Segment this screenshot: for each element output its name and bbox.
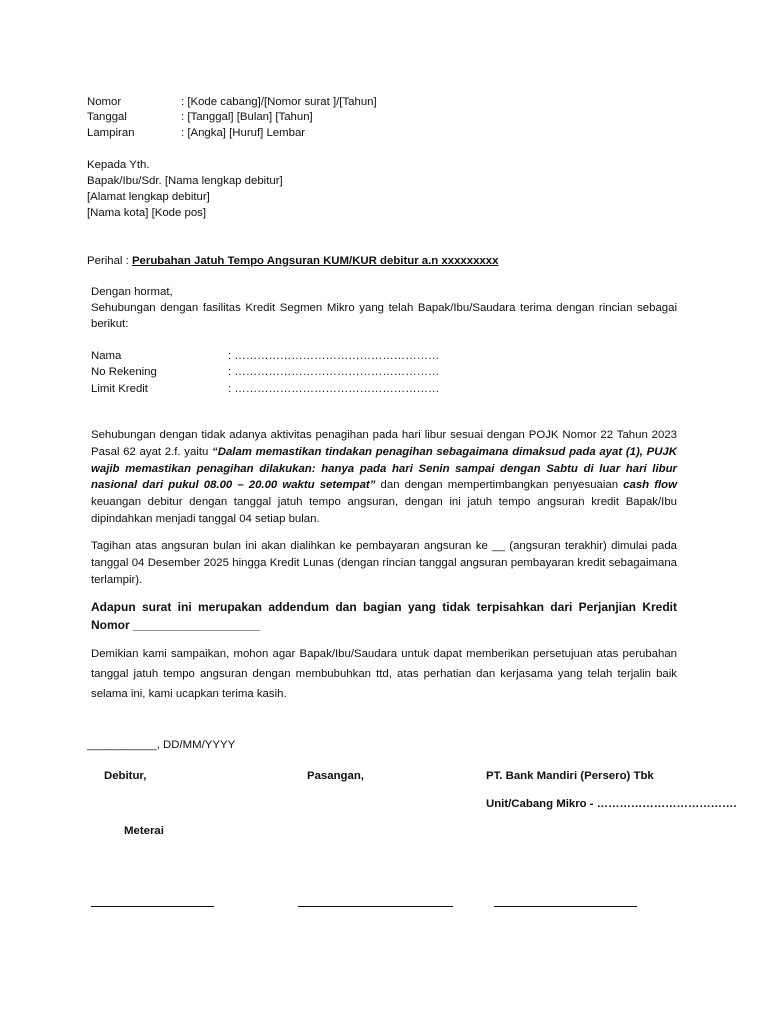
nomor-value: : [Kode cabang]/[Nomor surat ]/[Tahun] [181,96,377,108]
detail-value: : ……………………………………………… [228,350,440,362]
body-paragraph-1 [91,427,677,528]
lampiran-value: : [Angka] [Huruf] Lembar [181,127,306,139]
p1-cashflow: cash flow [623,479,677,492]
meterai-label: Meterai [124,825,164,837]
detail-value: : ……………………………………………… [228,383,440,395]
tanggal-value: : [Tanggal] [Bulan] [Tahun] [181,111,313,123]
bank-name: PT. Bank Mandiri (Persero) Tbk [486,770,654,782]
signature-line-pasangan [298,906,453,907]
p1-quote: “Dalam memastikan tindakan penagihan sebagaimana dimaksud pada ayat (1), PUJK wajib memastikan penagihan dilakukan: hanya pada hari Senin sampai dengan Sabtu di luar hari libur nasional dari pukul 08.00 – 20.00 waktu setempat” [91,445,677,492]
body-paragraph-2: Tagihan atas angsuran bulan ini akan dialihkan ke pembayaran angsuran ke __ (angsuran terakhir) dimulai pada tanggal 04 Desember 2025 hingga Kredit Lunas (dengan rincian tanggal angsuran pembayaran kredit sebagaimana terlampir). [91,540,677,586]
detail-label: Nama [91,350,122,362]
subject-line [87,253,498,269]
recipient-line: [Nama kota] [Kode pos] [87,207,207,219]
body-paragraph-3: Adapun surat ini merupakan addendum dan bagian yang tidak terpisahkan dari Perjanjian Kredit Nomor ___________________ [91,600,677,632]
pasangan-label: Pasangan, [307,770,364,782]
detail-value: : ……………………………………………… [228,366,440,378]
intro-paragraph: Sehubungan dengan fasilitas Kredit Segmen Mikro yang telah Bapak/Ibu/Saudara terima dengan rincian sebagai berikut: [91,302,677,330]
nomor-label: Nomor [87,96,122,108]
detail-label: No Rekening [91,366,157,378]
p1-mid: dan dengan mempertimbangkan penyesuaian [375,479,624,492]
subject-text: Perubahan Jatuh Tempo Angsuran KUM/KUR debitur a.n xxxxxxxxx [131,255,499,267]
greeting: Dengan hormat, [91,286,173,298]
recipient-line: Bapak/Ibu/Sdr. [Nama lengkap debitur] [87,175,283,187]
p1-end: keuangan debitur dengan tanggal jatuh tempo angsuran, dengan ini jatuh tempo angsuran kredit Bapak/Ibu dipindahkan menjadi tanggal 04 setiap bulan. [91,496,677,525]
detail-label: Limit Kredit [91,383,148,395]
lampiran-label: Lampiran [87,127,135,139]
debitur-label: Debitur, [104,770,147,782]
subject-label: Perihal : [87,255,132,267]
place-date: ___________, DD/MM/YYYY [87,739,236,751]
p1-start: Sehubungan dengan tidak adanya aktivitas penagihan pada hari libur sesuai dengan POJK Nomor 22 Tahun 2023 Pasal 62 ayat 2.f. yaitu [91,429,677,458]
body-paragraph-4: Demikian kami sampaikan, mohon agar Bapak/Ibu/Saudara untuk dapat memberikan persetujuan atas perubahan tanggal jatuh tempo angsuran dengan membubuhkan ttd, atas perhatian dan kerjasama yang telah terjalin baik selama ini, kami ucapkan terima kasih. [91,648,677,700]
recipient-line: Kepada Yth. [87,159,150,171]
recipient-line: [Alamat lengkap debitur] [87,191,210,203]
tanggal-label: Tanggal [87,111,127,123]
signature-line-debitur [91,906,214,907]
signature-line-bank [494,906,637,907]
bank-unit: Unit/Cabang Mikro - ………………………………. [486,798,737,810]
